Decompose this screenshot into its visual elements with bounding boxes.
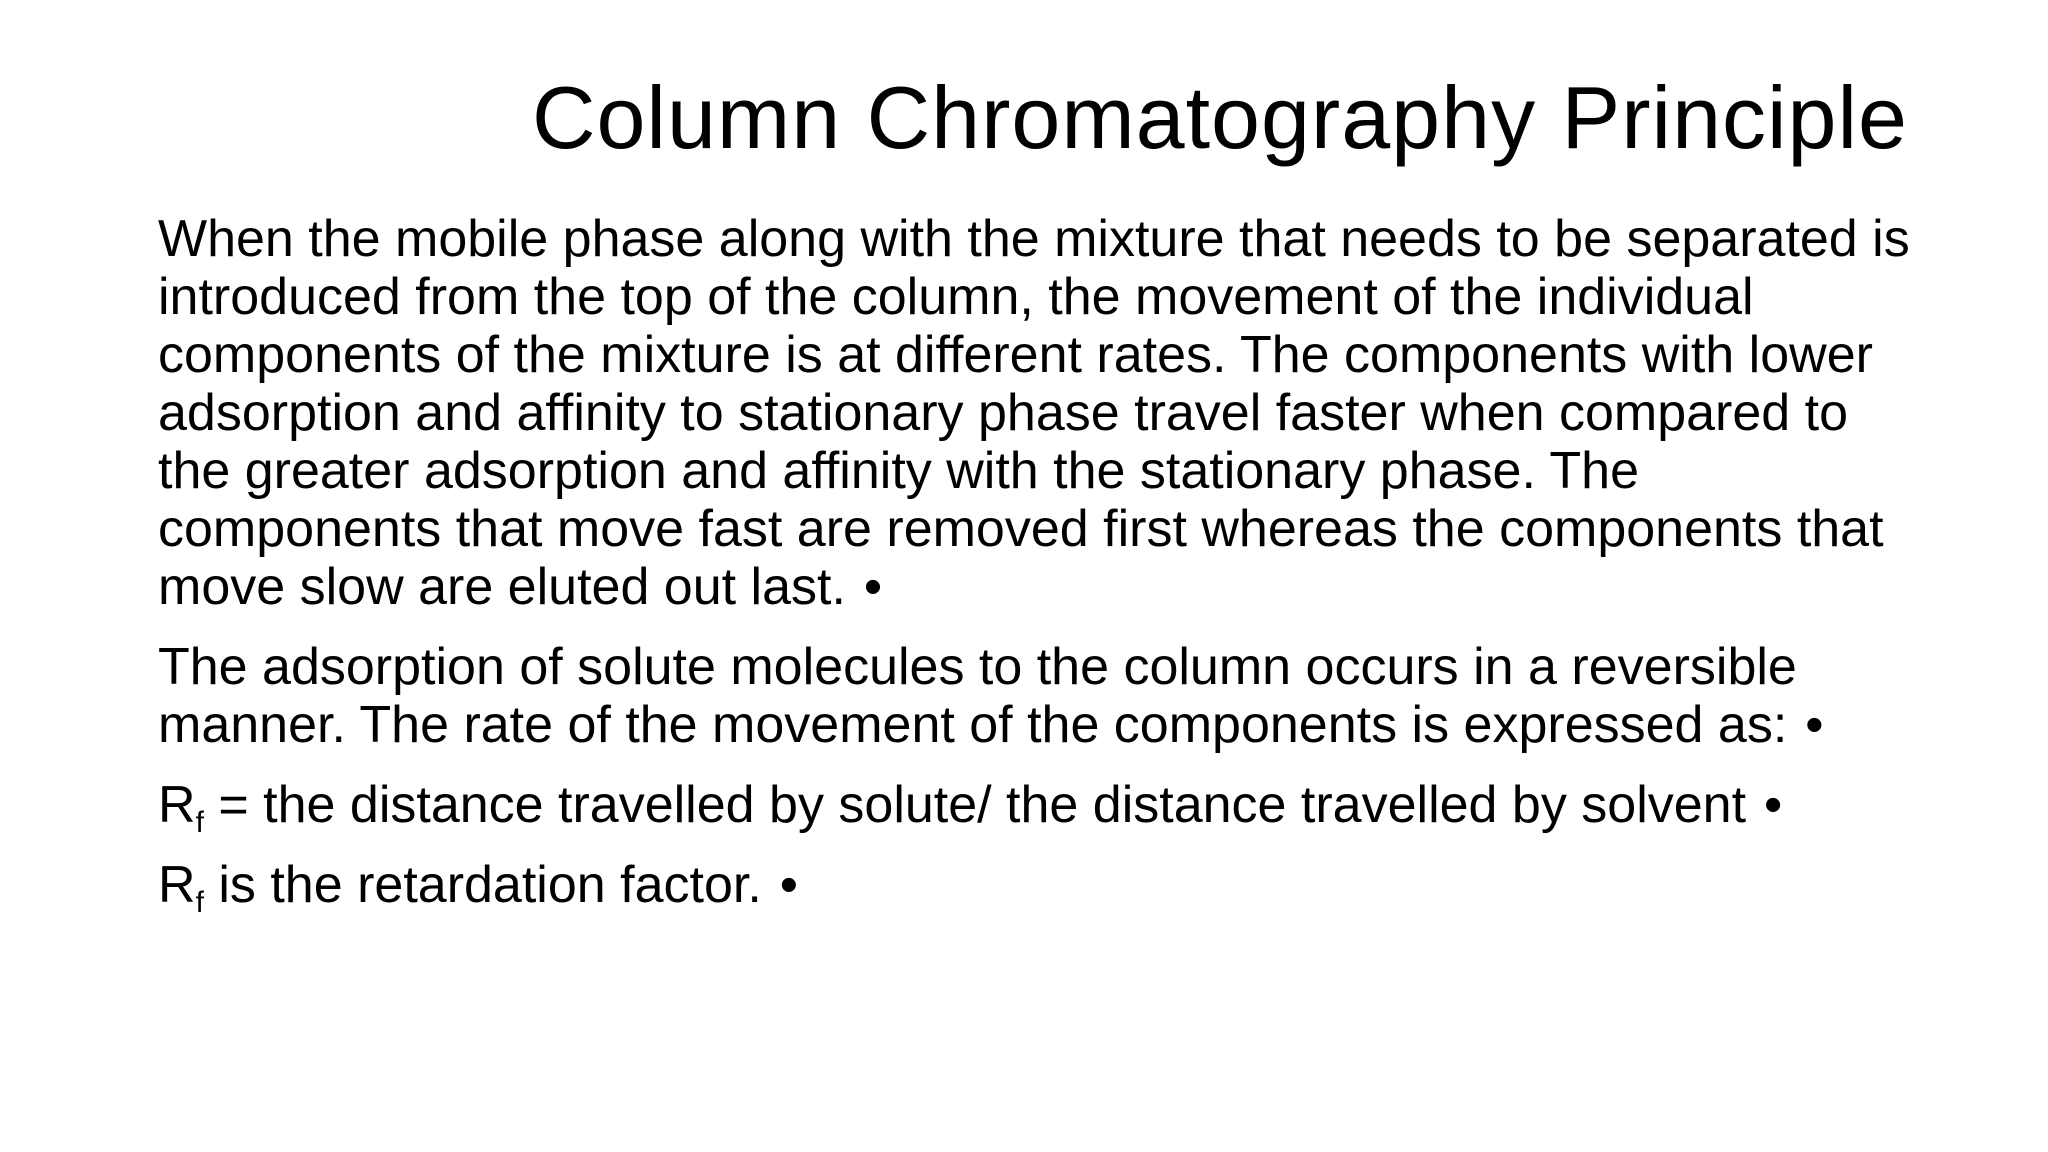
bullet-dot-icon: • xyxy=(1764,776,1783,834)
rf-subscript: f xyxy=(195,806,204,839)
bullet-item-3 xyxy=(158,776,1918,839)
bullet-text: The adsorption of solute molecules to the column occurs in a reversible manner. The rate of the movement of the components is expressed as: xyxy=(158,638,1797,754)
rf-subscript: f xyxy=(195,886,204,919)
bullet-text: When the mobile phase along with the mixture that needs to be separated is introduced from the top of the column, the movement of the individual components of the mixture is at different rates. The components with lower adsorption and affinity to stationary phase travel faster when compared to the greater adsorption and affinity with the stationary phase. The components that move fast are removed first whereas the components that move slow are eluted out last. xyxy=(158,210,1910,616)
bullet-dot-icon: • xyxy=(863,558,883,616)
bullet-item-2 xyxy=(158,638,1918,754)
bullet-dot-icon: • xyxy=(1805,696,1824,754)
rf-symbol: R xyxy=(158,776,196,834)
bullet-text: = the distance travelled by solute/ the distance travelled by solvent xyxy=(203,776,1747,834)
slide-body xyxy=(158,210,1918,936)
bullet-item-1 xyxy=(158,210,1918,616)
rf-symbol: R xyxy=(158,856,196,914)
slide-title: Column Chromatography Principle xyxy=(531,68,1908,167)
bullet-item-4 xyxy=(158,856,1918,919)
bullet-dot-icon: • xyxy=(779,856,798,914)
bullet-text: is the retardation factor. xyxy=(203,856,762,914)
